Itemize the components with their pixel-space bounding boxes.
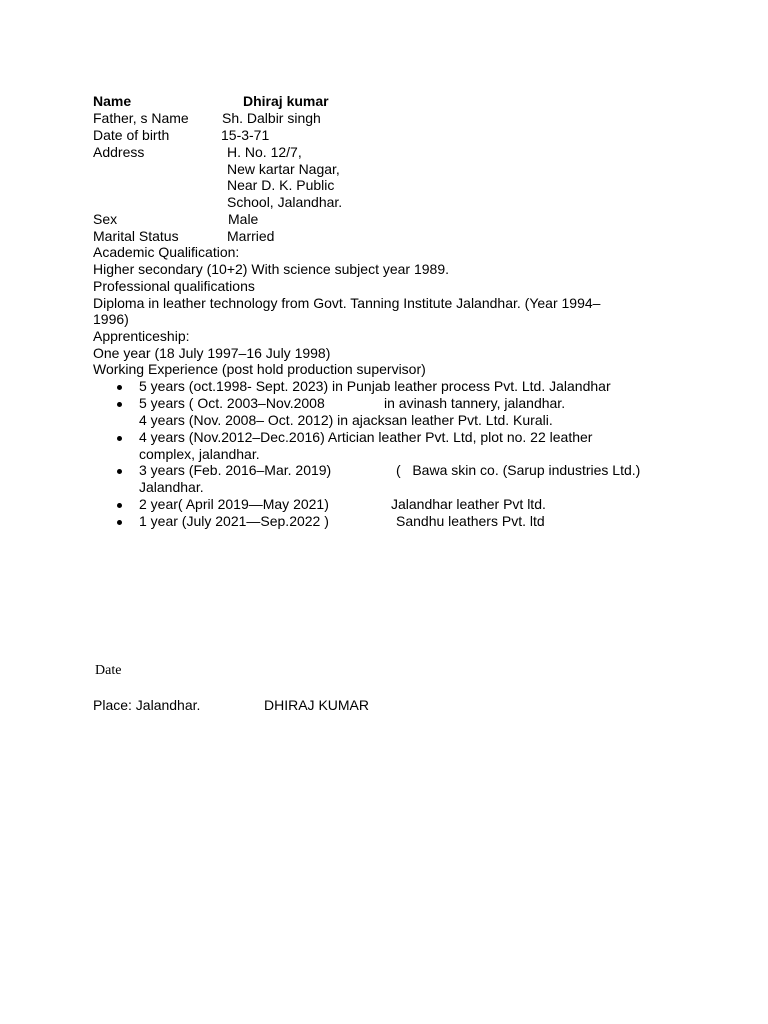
bullet-icon (117, 385, 122, 390)
father-name-label: Father, s Name (93, 110, 189, 126)
address-line: New kartar Nagar, (227, 161, 340, 177)
sex-label: Sex (93, 211, 118, 227)
place-label: Place: Jalandhar. (93, 697, 201, 713)
dob-value: 15-3-71 (221, 127, 270, 143)
professional-text: Diploma in leather technology from Govt. Tanning Institute Jalandhar. (Year 1994– (93, 295, 601, 311)
bullet-icon (117, 402, 122, 407)
experience-item: 4 years (Nov.2012–Dec.2016) Artician leather Pvt. Ltd, plot no. 22 leather (139, 429, 593, 445)
dob-label: Date of birth (93, 127, 170, 143)
bullet-icon (117, 520, 122, 525)
academic-text: Higher secondary (10+2) With science subject year 1989. (93, 261, 450, 277)
bullet-icon (117, 436, 122, 441)
father-name-value: Sh. Dalbir singh (222, 110, 321, 126)
apprenticeship-heading: Apprenticeship: (93, 328, 190, 344)
experience-item: 1 year (July 2021—Sep.2022 ) (139, 513, 329, 529)
experience-company: Sandhu leathers Pvt. ltd (396, 513, 545, 529)
experience-item: 3 years (Feb. 2016–Mar. 2019) (139, 462, 332, 478)
marital-status-label: Marital Status (93, 228, 179, 244)
address-label: Address (93, 144, 145, 160)
address-line: Near D. K. Public (227, 177, 335, 193)
experience-company: in avinash tannery, jalandhar. (384, 395, 566, 411)
bullet-icon (117, 469, 122, 474)
experience-item-cont: Jalandhar. (139, 479, 204, 495)
experience-item: 2 year( April 2019—May 2021) (139, 496, 329, 512)
address-line: School, Jalandhar. (227, 194, 343, 210)
bullet-icon (117, 503, 122, 508)
professional-heading: Professional qualifications (93, 278, 255, 294)
experience-heading: Working Experience (post hold production supervisor) (93, 361, 426, 377)
apprenticeship-text: One year (18 July 1997–16 July 1998) (93, 345, 331, 361)
experience-item-cont: complex, jalandhar. (139, 446, 260, 462)
experience-company: ( Bawa skin co. (Sarup industries Ltd.) (396, 462, 641, 478)
professional-text-cont: 1996) (93, 311, 129, 327)
marital-status-value: Married (227, 228, 275, 244)
address-line: H. No. 12/7, (227, 144, 302, 160)
name-label: Name (93, 93, 132, 109)
experience-company: Jalandhar leather Pvt ltd. (391, 496, 546, 512)
academic-heading: Academic Qualification: (93, 244, 240, 260)
sex-value: Male (228, 211, 259, 227)
date-label: Date (95, 663, 122, 678)
signature-name: DHIRAJ KUMAR (264, 697, 370, 713)
experience-item: 4 years (Nov. 2008– Oct. 2012) in ajacksan leather Pvt. Ltd. Kurali. (139, 412, 553, 428)
experience-item: 5 years (oct.1998- Sept. 2023) in Punjab leather process Pvt. Ltd. Jalandhar (139, 378, 611, 394)
name-value: Dhiraj kumar (243, 93, 329, 109)
experience-item: 5 years ( Oct. 2003–Nov.2008 (139, 395, 325, 411)
